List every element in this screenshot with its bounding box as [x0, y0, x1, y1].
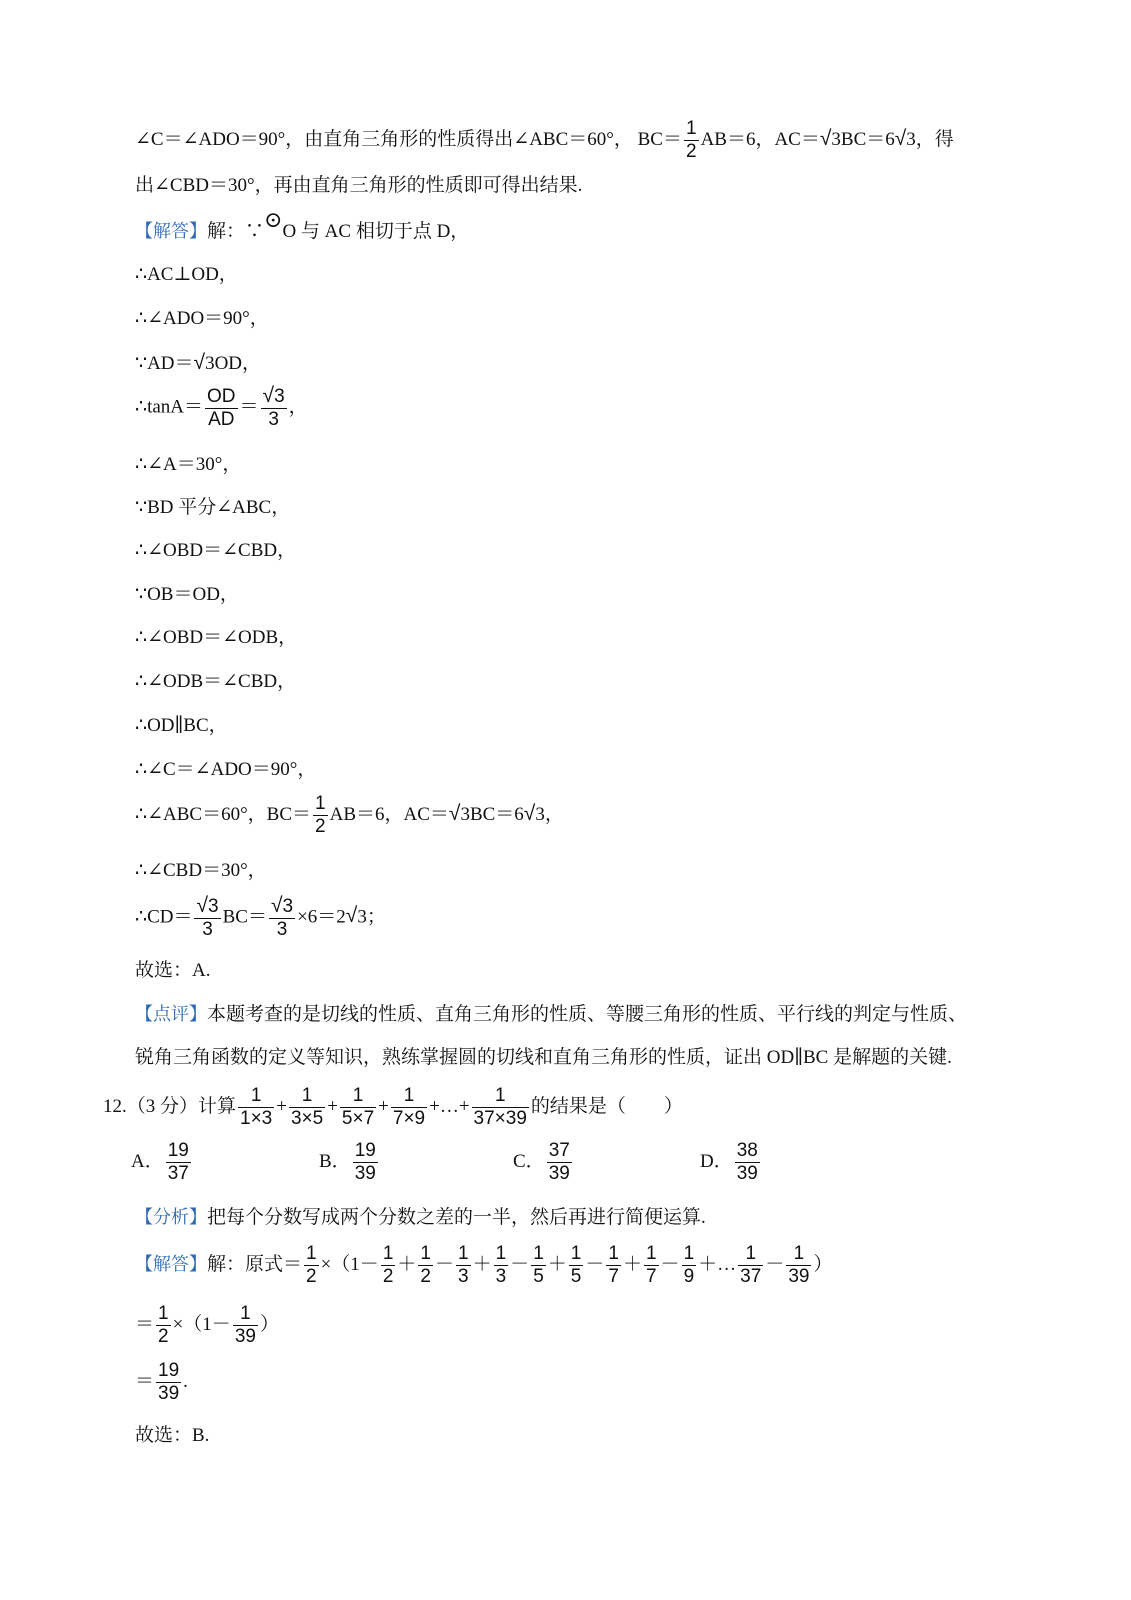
- operator: ＋: [472, 1253, 492, 1275]
- fraction: [205, 386, 238, 431]
- fraction-denominator: 39: [354, 1163, 376, 1184]
- operator: －: [585, 1253, 605, 1275]
- solution-text: 3BC＝6: [460, 803, 524, 825]
- fraction-numerator: 1: [745, 1243, 757, 1264]
- fraction: [289, 1085, 325, 1130]
- solution-step: ∴AC⊥OD，: [135, 264, 238, 285]
- fraction-denominator: 2: [315, 816, 326, 837]
- solution-text: .: [183, 1370, 188, 1392]
- fraction-numerator: 1: [352, 1085, 364, 1106]
- operator: －: [660, 1253, 680, 1275]
- fraction: [569, 1243, 584, 1288]
- fraction-numerator: 1: [495, 1243, 507, 1264]
- solution-text: ，: [288, 396, 308, 418]
- solution-11-header: [135, 207, 470, 242]
- operator: ＋: [397, 1253, 417, 1275]
- intro-text: ∠C＝∠ADO＝90°，由直角三角形的性质得出∠ABC＝60°，: [135, 128, 633, 150]
- fraction: [304, 1243, 319, 1288]
- fraction: [261, 385, 287, 431]
- solution-step: ∴∠OBD＝∠CBD，: [135, 540, 297, 561]
- fraction-denominator: 2: [158, 1326, 169, 1347]
- fraction-numerator: [269, 895, 295, 918]
- fraction-denominator: 9: [683, 1266, 695, 1287]
- option-label: C．: [513, 1150, 545, 1172]
- answer-tag: 【解答】: [135, 1253, 207, 1275]
- fraction: [684, 118, 699, 163]
- sqrt-symbol: √: [196, 894, 209, 917]
- fraction: [606, 1243, 621, 1288]
- solution-step: ∴OD∥BC，: [135, 715, 228, 736]
- fraction-denominator: 37: [167, 1163, 189, 1184]
- fraction-denominator: 39: [788, 1266, 810, 1287]
- solution-step: ∴∠CBD＝30°，: [135, 860, 267, 881]
- solution-text: 3；: [357, 906, 386, 928]
- option-a[interactable]: [131, 1140, 193, 1185]
- fraction-denominator: 1×3: [240, 1108, 273, 1129]
- solution-step: [135, 793, 564, 838]
- fraction-numerator: 1: [683, 1243, 695, 1264]
- sqrt-symbol: √: [193, 351, 206, 374]
- fraction-numerator: 1: [158, 1303, 169, 1324]
- fraction-numerator: 1: [533, 1243, 544, 1264]
- fraction-numerator: 19: [158, 1360, 180, 1381]
- fraction-denominator: 5: [533, 1266, 544, 1287]
- operator: ＋…: [698, 1253, 737, 1275]
- solution-12-line-3: [135, 1360, 188, 1405]
- fraction-denominator: 5×7: [341, 1108, 375, 1129]
- fraction: [738, 1243, 763, 1288]
- fraction-denominator: 7×9: [392, 1108, 426, 1129]
- fraction: [313, 793, 328, 838]
- fraction-numerator: 19: [354, 1140, 376, 1161]
- fraction: [547, 1140, 572, 1185]
- operator: +: [276, 1095, 287, 1117]
- operator: ）: [813, 1253, 833, 1275]
- fraction-denominator: 5: [570, 1266, 582, 1287]
- fraction: [494, 1243, 509, 1288]
- option-d[interactable]: [700, 1140, 762, 1185]
- solution-text: ×6＝2: [297, 906, 346, 928]
- analysis-text: 把每个分数写成两个分数之差的一半，然后再进行简便运算.: [207, 1207, 706, 1228]
- fraction-denominator: 7: [645, 1266, 657, 1287]
- solution-text: 3OD，: [205, 353, 262, 374]
- fraction-denominator: 39: [548, 1163, 570, 1184]
- fraction: [156, 1360, 181, 1405]
- fraction-denominator: 39: [736, 1163, 758, 1184]
- option-label: B．: [319, 1150, 351, 1172]
- fraction: [644, 1243, 659, 1288]
- solution-text: ∴CD＝: [135, 906, 193, 928]
- fraction-numerator: 19: [167, 1140, 189, 1161]
- circle-dot-icon: ⊙: [264, 207, 283, 232]
- sqrt-symbol: √: [448, 801, 461, 825]
- fraction-denominator: AD: [205, 408, 238, 431]
- operator: +: [327, 1095, 338, 1117]
- option-b[interactable]: [319, 1140, 380, 1185]
- solution-step-cd: [135, 895, 386, 941]
- fraction-sequence: [379, 1243, 833, 1287]
- solution-text: ＝: [135, 1370, 155, 1392]
- operator: －: [765, 1253, 785, 1275]
- sqrt-symbol: √: [345, 904, 358, 928]
- sqrt-value: 3: [208, 896, 219, 917]
- intro-text: AB＝6，AC＝: [700, 128, 820, 150]
- solution-text: ∵AD＝: [135, 353, 194, 374]
- fraction: [381, 1243, 396, 1288]
- fraction: [340, 1085, 376, 1130]
- sqrt-symbol: √: [270, 894, 283, 917]
- fraction: [269, 895, 295, 941]
- option-c[interactable]: [513, 1140, 574, 1185]
- operator: +: [378, 1095, 389, 1117]
- solution-step: [135, 352, 261, 373]
- analysis-tag: 【分析】: [135, 1207, 207, 1228]
- fraction-denominator: 39: [158, 1383, 180, 1404]
- fraction-numerator: [194, 895, 220, 918]
- solution-text: 解：∵: [207, 221, 265, 242]
- fraction: [418, 1243, 433, 1288]
- solution-step: ∵BD 平分∠ABC，: [135, 497, 291, 518]
- solution-text: 3，: [535, 803, 564, 825]
- solution-step: ∴∠OBD＝∠ODB，: [135, 627, 298, 648]
- fraction-denominator: 2: [382, 1266, 394, 1287]
- fraction-numerator: 1: [645, 1243, 657, 1264]
- fraction-denominator: 7: [608, 1266, 619, 1287]
- sqrt-value: 3: [274, 386, 285, 407]
- fraction-denominator: 39: [234, 1326, 256, 1347]
- fraction-numerator: [261, 385, 287, 408]
- fraction-denominator: 3×5: [290, 1108, 324, 1129]
- fraction-numerator: 1: [315, 793, 326, 814]
- operator: +…+: [429, 1095, 470, 1117]
- fraction-numerator: 1: [494, 1085, 506, 1106]
- solution-text: ∴∠ABC＝60°，BC＝: [135, 803, 312, 825]
- intro-text: 3，得: [906, 128, 954, 150]
- operator: ＋: [622, 1253, 642, 1275]
- solution-step: ∴∠ODB＝∠CBD，: [135, 671, 297, 692]
- solution-text: ×（1－: [172, 1313, 231, 1335]
- solution-text: ＝: [239, 396, 259, 418]
- solution-text: O 与 AC 相切于点 D，: [282, 221, 470, 242]
- fraction-denominator: 3: [458, 1266, 469, 1287]
- fraction: [194, 895, 220, 941]
- fraction-denominator: 3: [194, 918, 220, 941]
- solution-text: BC＝: [222, 906, 267, 928]
- fraction-numerator: 1: [420, 1243, 431, 1264]
- analysis-12: [135, 1208, 706, 1227]
- question-suffix: 的结果是（ ）: [530, 1095, 683, 1117]
- fraction: [735, 1140, 760, 1185]
- question-12: [103, 1085, 683, 1130]
- fraction-numerator: 37: [548, 1140, 570, 1161]
- fraction-numerator: 1: [570, 1243, 582, 1264]
- fraction-numerator: 1: [382, 1243, 394, 1264]
- option-label: A．: [131, 1150, 164, 1172]
- fraction-numerator: 1: [458, 1243, 469, 1264]
- comment-line-1: [135, 1005, 967, 1024]
- question-prefix: 12.（3 分）计算: [103, 1095, 237, 1117]
- sqrt-symbol: √: [819, 126, 832, 150]
- fraction: [238, 1085, 274, 1130]
- fraction-numerator: 38: [736, 1140, 758, 1161]
- fraction-denominator: 37×39: [473, 1108, 527, 1129]
- intro-text: 3BC＝6: [831, 128, 895, 150]
- fraction: [166, 1140, 191, 1185]
- fraction: [682, 1243, 697, 1288]
- solution-text: ∴tanA＝: [135, 396, 204, 418]
- solution-12-line-2: [135, 1303, 279, 1348]
- solution-12-choice: 故选：B.: [135, 1425, 210, 1446]
- answer-tag: 【解答】: [135, 221, 207, 242]
- solution-12-line-1: [135, 1243, 832, 1288]
- comment-tag: 【点评】: [135, 1004, 207, 1025]
- fraction-denominator: 37: [740, 1266, 762, 1287]
- fraction-denominator: 3: [261, 408, 287, 431]
- solution-step: ∵OB＝OD，: [135, 584, 239, 605]
- intro-line-2: 出∠CBD＝30°，再由直角三角形的性质即可得出结果.: [135, 175, 583, 196]
- fraction-denominator: 3: [269, 918, 295, 941]
- fraction: [391, 1085, 427, 1130]
- operator: －: [434, 1253, 454, 1275]
- fraction: [786, 1243, 811, 1288]
- fraction-numerator: 1: [685, 118, 697, 139]
- fraction-numerator: 1: [240, 1303, 251, 1324]
- fraction-numerator: 1: [306, 1243, 317, 1264]
- solution-text: 解：原式＝: [207, 1253, 303, 1275]
- solution-step: ∴∠ADO＝90°，: [135, 308, 269, 329]
- solution-text: ）: [259, 1313, 279, 1335]
- fraction: [156, 1303, 171, 1348]
- fraction-numerator: 1: [250, 1085, 262, 1106]
- comment-line-2: 锐角三角函数的定义等知识，熟练掌握圆的切线和直角三角形的性质，证出 OD∥BC 是解题的关键.: [135, 1047, 952, 1068]
- fraction-numerator: 1: [301, 1085, 313, 1106]
- sqrt-symbol: √: [894, 126, 907, 150]
- sqrt-symbol: √: [523, 801, 536, 825]
- intro-line-1: [135, 118, 954, 163]
- fraction-denominator: 2: [306, 1266, 317, 1287]
- fraction-denominator: 2: [420, 1266, 431, 1287]
- fraction: [456, 1243, 471, 1288]
- solution-step: ∴∠A＝30°，: [135, 454, 242, 475]
- fraction-numerator: 1: [793, 1243, 805, 1264]
- fraction: [531, 1243, 546, 1288]
- operator: －: [510, 1253, 530, 1275]
- fraction-numerator: 1: [608, 1243, 619, 1264]
- solution-choice: 故选：A.: [135, 960, 211, 981]
- solution-step: ∴∠C＝∠ADO＝90°，: [135, 759, 317, 780]
- solution-step-tan: [135, 385, 308, 431]
- fraction-numerator: 1: [403, 1085, 415, 1106]
- fraction-numerator: OD: [207, 385, 236, 407]
- fraction: [353, 1140, 378, 1185]
- intro-text: BC＝: [637, 128, 682, 150]
- fraction: [472, 1085, 529, 1130]
- sqrt-value: 3: [282, 896, 294, 917]
- fraction-denominator: 2: [685, 141, 697, 162]
- solution-text: AB＝6，AC＝: [329, 803, 449, 825]
- solution-text: ×（1－: [320, 1253, 379, 1275]
- sqrt-symbol: √: [262, 384, 275, 407]
- fraction: [233, 1303, 258, 1348]
- solution-text: ＝: [135, 1313, 155, 1335]
- comment-text: 本题考查的是切线的性质、直角三角形的性质、等腰三角形的性质、平行线的判定与性质、: [207, 1004, 968, 1025]
- fraction-denominator: 3: [495, 1266, 507, 1287]
- option-label: D．: [700, 1150, 733, 1172]
- operator: ＋: [547, 1253, 567, 1275]
